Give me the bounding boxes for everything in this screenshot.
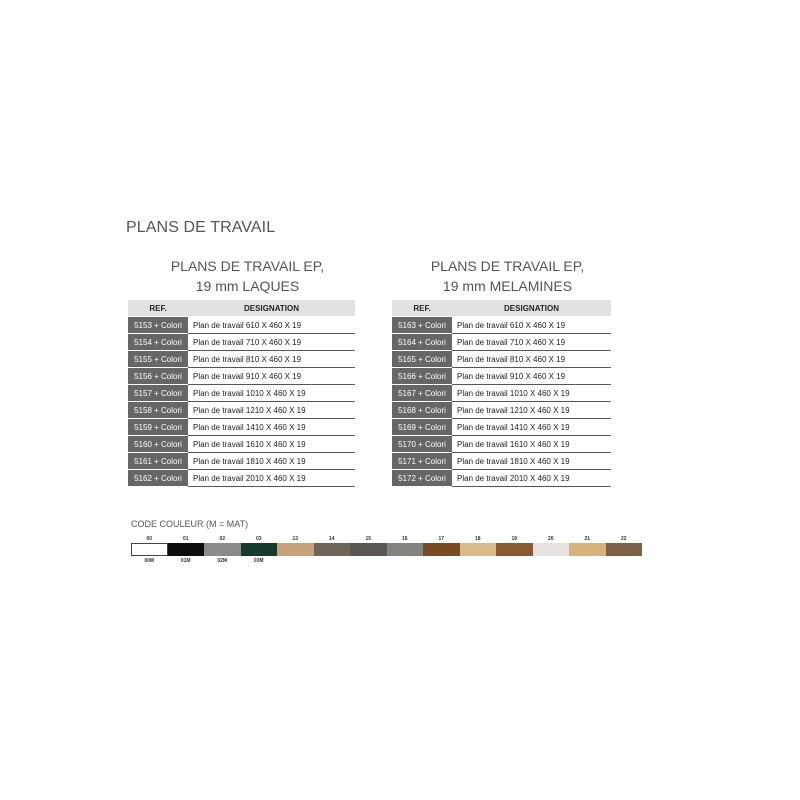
designation-cell: Plan de travail 1010 X 460 X 19 (188, 385, 355, 402)
melamines-table (392, 300, 611, 487)
laques-title-line2: 19 mm LAQUES (195, 278, 300, 294)
color-swatch-15 (350, 543, 387, 556)
designation-cell: Plan de travail 710 X 460 X 19 (188, 334, 355, 351)
melamines-title (392, 256, 611, 296)
color-code-label: 13 (292, 536, 299, 542)
color-code-labels (131, 535, 643, 543)
header-ref: REF. (392, 300, 452, 317)
color-swatch-13 (277, 543, 314, 556)
designation-cell: Plan de travail 2010 X 460 X 19 (188, 470, 355, 487)
color-code-label: 17 (438, 536, 445, 542)
ref-cell: 5155 + Colori (128, 351, 188, 368)
color-code-label: 03 (255, 536, 262, 542)
ref-cell: 5162 + Colori (128, 470, 188, 487)
header-ref: REF. (128, 300, 188, 317)
color-mat-label (314, 556, 351, 566)
table-row (128, 351, 355, 368)
color-code-label: 16 (401, 536, 408, 542)
color-code-label: 19 (511, 536, 518, 542)
table-row (392, 436, 611, 453)
designation-cell: Plan de travail 610 X 460 X 19 (452, 317, 611, 334)
color-mat-label: 00M (144, 558, 155, 564)
ref-cell: 5172 + Colori (392, 470, 452, 487)
color-mat-label (277, 556, 314, 566)
table-row (128, 368, 355, 385)
table-row (128, 385, 355, 402)
table-row (392, 402, 611, 419)
laques-table-block (128, 256, 355, 487)
designation-cell: Plan de travail 1610 X 460 X 19 (188, 436, 355, 453)
designation-cell: Plan de travail 1410 X 460 X 19 (452, 419, 611, 436)
color-swatch-01 (168, 543, 205, 556)
color-code-label: 01 (182, 536, 189, 542)
ref-cell: 5170 + Colori (392, 436, 452, 453)
table-row (392, 368, 611, 385)
designation-cell: Plan de travail 610 X 460 X 19 (188, 317, 355, 334)
designation-cell: Plan de travail 1610 X 460 X 19 (452, 436, 611, 453)
page-title: PLANS DE TRAVAIL (126, 219, 276, 236)
melamines-title-line1: PLANS DE TRAVAIL EP, (430, 258, 585, 274)
table-row (128, 470, 355, 487)
designation-cell: Plan de travail 710 X 460 X 19 (452, 334, 611, 351)
table-row (392, 385, 611, 402)
header-designation: DESIGNATION (188, 300, 355, 317)
color-swatch-18 (460, 543, 497, 556)
color-swatch-22 (606, 543, 643, 556)
color-swatch-20 (533, 543, 570, 556)
color-code-label: 14 (328, 536, 335, 542)
ref-cell: 5153 + Colori (128, 317, 188, 334)
laques-table (128, 300, 355, 487)
table-row (392, 351, 611, 368)
table-row (128, 334, 355, 351)
color-mat-label (533, 556, 570, 566)
designation-cell: Plan de travail 1810 X 460 X 19 (188, 453, 355, 470)
ref-cell: 5156 + Colori (128, 368, 188, 385)
ref-cell: 5164 + Colori (392, 334, 452, 351)
color-swatch-16 (387, 543, 424, 556)
color-code-section (131, 519, 643, 566)
color-swatches (131, 543, 643, 556)
designation-cell: Plan de travail 2010 X 460 X 19 (452, 470, 611, 487)
melamines-table-block (392, 256, 611, 487)
designation-cell: Plan de travail 910 X 460 X 19 (188, 368, 355, 385)
ref-cell: 5168 + Colori (392, 402, 452, 419)
designation-cell: Plan de travail 810 X 460 X 19 (188, 351, 355, 368)
color-code-label: 15 (365, 536, 372, 542)
color-mat-label (606, 556, 643, 566)
ref-cell: 5166 + Colori (392, 368, 452, 385)
designation-cell: Plan de travail 1010 X 460 X 19 (452, 385, 611, 402)
ref-cell: 5165 + Colori (392, 351, 452, 368)
color-swatch-19 (496, 543, 533, 556)
ref-cell: 5158 + Colori (128, 402, 188, 419)
designation-cell: Plan de travail 1410 X 460 X 19 (188, 419, 355, 436)
table-row (128, 419, 355, 436)
color-mat-label (423, 556, 460, 566)
color-code-title: CODE COULEUR (M = MAT) (131, 519, 249, 529)
color-swatch-02 (204, 543, 241, 556)
table-row (128, 317, 355, 334)
laques-title-line1: PLANS DE TRAVAIL EP, (170, 258, 325, 274)
color-code-label: 21 (584, 536, 591, 542)
color-mat-label (350, 556, 387, 566)
designation-cell: Plan de travail 1810 X 460 X 19 (452, 453, 611, 470)
table-row (128, 436, 355, 453)
color-mat-label (387, 556, 424, 566)
color-mat-label (569, 556, 606, 566)
color-mat-label: 03M (253, 558, 264, 564)
color-code-label: 02 (219, 536, 226, 542)
table-row (392, 470, 611, 487)
designation-cell: Plan de travail 810 X 460 X 19 (452, 351, 611, 368)
ref-cell: 5154 + Colori (128, 334, 188, 351)
header-designation: DESIGNATION (452, 300, 611, 317)
table-row (392, 317, 611, 334)
ref-cell: 5167 + Colori (392, 385, 452, 402)
table-row (128, 402, 355, 419)
color-swatch-21 (569, 543, 606, 556)
color-code-label: 20 (547, 536, 554, 542)
ref-cell: 5171 + Colori (392, 453, 452, 470)
table-row (392, 453, 611, 470)
designation-cell: Plan de travail 1210 X 460 X 19 (452, 402, 611, 419)
ref-cell: 5163 + Colori (392, 317, 452, 334)
table-header-row (392, 300, 611, 317)
laques-title (128, 256, 355, 296)
color-swatch-14 (314, 543, 351, 556)
table-row (392, 334, 611, 351)
color-mat-label (496, 556, 533, 566)
color-code-label: 22 (620, 536, 627, 542)
color-mat-label: 02M (217, 558, 228, 564)
color-mat-label: 01M (180, 558, 191, 564)
color-swatch-00 (131, 543, 168, 556)
color-swatch-17 (423, 543, 460, 556)
table-row (392, 419, 611, 436)
ref-cell: 5159 + Colori (128, 419, 188, 436)
melamines-title-line2: 19 mm MELAMINES (442, 278, 573, 294)
designation-cell: Plan de travail 1210 X 460 X 19 (188, 402, 355, 419)
table-row (128, 453, 355, 470)
ref-cell: 5161 + Colori (128, 453, 188, 470)
designation-cell: Plan de travail 910 X 460 X 19 (452, 368, 611, 385)
ref-cell: 5160 + Colori (128, 436, 188, 453)
color-code-label: 00 (146, 536, 153, 542)
color-mat-labels (131, 556, 643, 566)
ref-cell: 5157 + Colori (128, 385, 188, 402)
ref-cell: 5169 + Colori (392, 419, 452, 436)
color-code-label: 18 (474, 536, 481, 542)
table-header-row (128, 300, 355, 317)
color-swatch-03 (241, 543, 278, 556)
color-mat-label (460, 556, 497, 566)
